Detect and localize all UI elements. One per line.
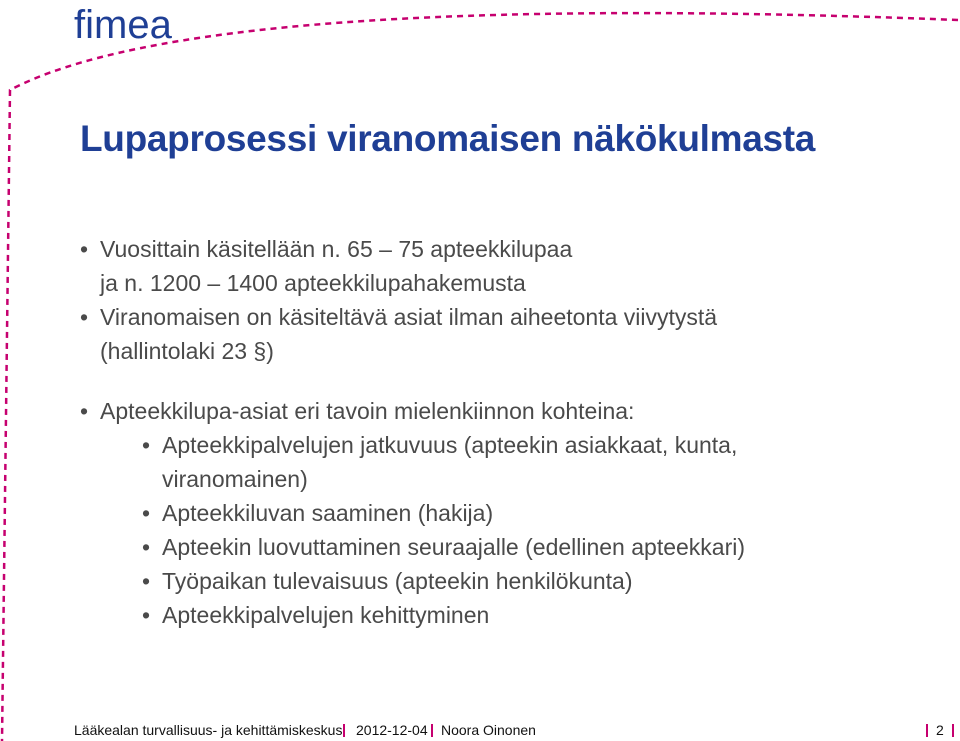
bullet-item: [80, 300, 940, 368]
footer-separator: [926, 724, 928, 737]
footer-separator: [343, 724, 345, 737]
slide-footer: [74, 722, 960, 741]
bullet-text: (hallintolaki 23 §): [100, 338, 274, 364]
footer-organization: Lääkealan turvallisuus- ja kehittämiskeskus: [74, 722, 343, 738]
bullet-item: [80, 394, 940, 428]
svg-text:fimea: fimea: [74, 4, 172, 44]
slide-title: Lupaprosessi viranomaisen näkökulmasta: [80, 118, 816, 159]
bullet-text: ja n. 1200 – 1400 apteekkilupahakemusta: [100, 270, 526, 296]
footer-author: Noora Oinonen: [441, 722, 536, 738]
bullet-icon: •: [80, 236, 89, 262]
bullet-icon: •: [142, 602, 151, 628]
bullet-icon: •: [80, 398, 89, 424]
footer-page-number: 2: [936, 722, 944, 738]
sub-bullet-text: Apteekin luovuttaminen seuraajalle (edellinen apteekkari): [162, 534, 746, 560]
sub-bullet-text: Apteekkipalvelujen jatkuvuus (apteekin asiakkaat, kunta,: [162, 432, 738, 458]
bullet-icon: •: [80, 304, 89, 330]
sub-bullet-item: [80, 598, 940, 632]
bullet-icon: •: [142, 534, 151, 560]
sub-bullet-text: Apteekkiluvan saaminen (hakija): [162, 500, 494, 526]
bullet-icon: •: [142, 432, 151, 458]
sub-bullet-text: Työpaikan tulevaisuus (apteekin henkilökunta): [162, 568, 633, 594]
footer-separator: [431, 724, 433, 737]
bullet-item: [80, 232, 940, 300]
bullet-icon: •: [142, 500, 151, 526]
sub-bullet-item: [80, 530, 940, 564]
sub-bullet-item: [80, 564, 940, 598]
sub-bullet-item: [80, 428, 940, 496]
fimea-logo: [74, 4, 186, 44]
slide-body: [80, 232, 940, 632]
sub-bullet-item: [80, 496, 940, 530]
bullet-list: [80, 232, 940, 428]
sub-bullet-text: Apteekkipalvelujen kehittyminen: [162, 602, 490, 628]
bullet-icon: •: [142, 568, 151, 594]
spacer: [80, 368, 940, 394]
bullet-text: Vuosittain käsitellään n. 65 – 75 apteekkilupaa: [100, 236, 573, 262]
sub-bullet-text: viranomainen): [162, 466, 308, 492]
bullet-text: Viranomaisen on käsiteltävä asiat ilman aiheetonta viivytystä: [100, 304, 718, 330]
bullet-text: Apteekkilupa-asiat eri tavoin mielenkiinnon kohteina:: [100, 398, 635, 424]
footer-date: 2012-12-04: [356, 722, 428, 738]
sub-bullet-list: [80, 428, 940, 632]
footer-separator: [952, 724, 954, 737]
